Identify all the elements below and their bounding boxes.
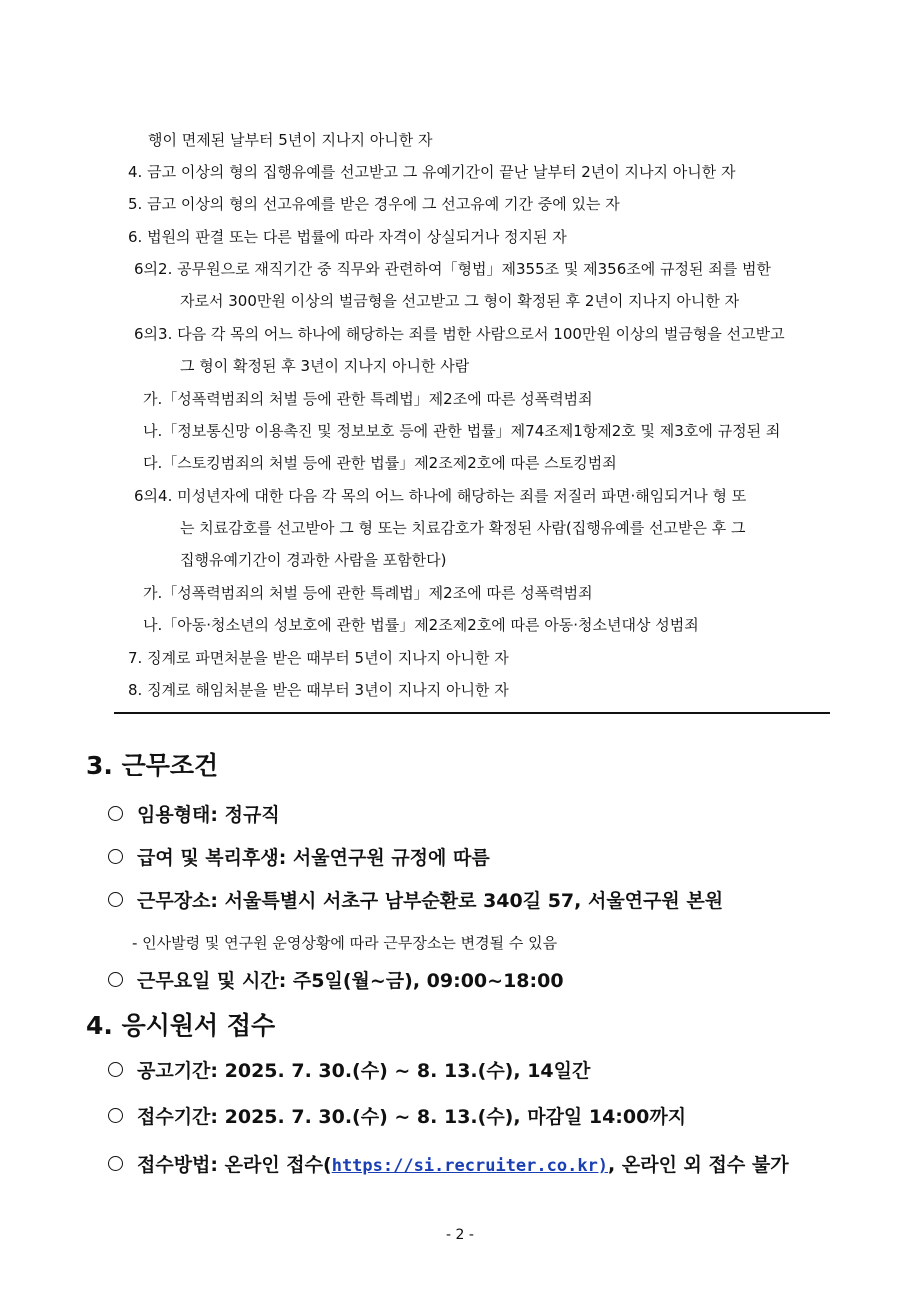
page-number: - 2 - xyxy=(446,1227,474,1243)
employment-type-text: 임용형태: 정규직 xyxy=(137,804,280,826)
method-prefix: 접수방법: 온라인 접수( xyxy=(137,1154,332,1176)
list-line: 행이 면제된 날부터 5년이 지나지 아니한 자 xyxy=(148,131,433,149)
bullet-circle-icon xyxy=(108,892,123,907)
method-suffix: , 온라인 외 접수 불가 xyxy=(608,1154,789,1176)
location-text: 근무장소: 서울특별시 서초구 남부순환로 340길 57, 서울연구원 본원 xyxy=(137,890,724,912)
bullet-circle-icon xyxy=(108,1156,123,1171)
receipt-period-item xyxy=(108,1104,686,1130)
list-line: 가.「성폭력범죄의 처벌 등에 관한 특례법」제2조에 따른 성폭력범죄 xyxy=(143,584,593,602)
list-line: 6의2. 공무원으로 재직기간 중 직무와 관련하여「형법」제355조 및 제356조에 규정된 죄를 범한 xyxy=(134,260,771,278)
bullet-circle-icon xyxy=(108,1108,123,1123)
section-divider xyxy=(114,712,830,714)
list-line: 7. 징계로 파면처분을 받은 때부터 5년이 지나지 아니한 자 xyxy=(128,649,509,667)
method-item xyxy=(108,1152,789,1179)
bullet-circle-icon xyxy=(108,972,123,987)
salary-text: 급여 및 복리후생: 서울연구원 규정에 따름 xyxy=(137,847,490,869)
list-line: 6. 법원의 판결 또는 다른 법률에 따라 자격이 상실되거나 정지된 자 xyxy=(128,228,567,246)
bullet-circle-icon xyxy=(108,1062,123,1077)
list-line: 다.「스토킹범죄의 처벌 등에 관한 법률」제2조제2호에 따른 스토킹범죄 xyxy=(143,454,617,472)
notice-period-item xyxy=(108,1058,590,1084)
list-line: 가.「성폭력범죄의 처벌 등에 관한 특례법」제2조에 따른 성폭력범죄 xyxy=(143,390,593,408)
location-item xyxy=(108,888,723,914)
list-line: 그 형이 확정된 후 3년이 지나지 아니한 사람 xyxy=(180,357,470,375)
receipt-period-text: 접수기간: 2025. 7. 30.(수) ~ 8. 13.(수), 마감일 14:00까지 xyxy=(137,1106,687,1128)
recruiter-link[interactable]: https://si.recruiter.co.kr) xyxy=(331,1156,609,1176)
list-line: 집행유예기간이 경과한 사람을 포함한다) xyxy=(180,551,447,569)
list-line: 6의4. 미성년자에 대한 다음 각 목의 어느 하나에 해당하는 죄를 저질러 파면·해임되거나 형 또 xyxy=(134,487,747,505)
bullet-circle-icon xyxy=(108,849,123,864)
section-4-title: 4. 응시원서 접수 xyxy=(86,1011,276,1040)
list-line: 4. 금고 이상의 형의 집행유예를 선고받고 그 유예기간이 끝난 날부터 2년이 지나지 아니한 자 xyxy=(128,163,736,181)
notice-period-text: 공고기간: 2025. 7. 30.(수) ~ 8. 13.(수), 14일간 xyxy=(137,1060,591,1082)
list-line: 8. 징계로 해임처분을 받은 때부터 3년이 지나지 아니한 자 xyxy=(128,681,509,699)
hours-text: 근무요일 및 시간: 주5일(월~금), 09:00~18:00 xyxy=(137,970,564,992)
list-line: 나.「아동·청소년의 성보호에 관한 법률」제2조제2호에 따른 아동·청소년대상 성범죄 xyxy=(143,616,699,634)
employment-type-item xyxy=(108,802,280,828)
salary-item xyxy=(108,845,490,871)
section-3-title: 3. 근무조건 xyxy=(86,751,219,780)
list-line: 자로서 300만원 이상의 벌금형을 선고받고 그 형이 확정된 후 2년이 지나지 아니한 자 xyxy=(180,292,740,310)
location-note: - 인사발령 및 연구원 운영상황에 따라 근무장소는 변경될 수 있음 xyxy=(132,934,558,952)
list-line: 는 치료감호를 선고받아 그 형 또는 치료감호가 확정된 사람(집행유예를 선고받은 후 그 xyxy=(180,519,746,537)
hours-item xyxy=(108,968,564,994)
list-line: 6의3. 다음 각 목의 어느 하나에 해당하는 죄를 범한 사람으로서 100만원 이상의 벌금형을 선고받고 xyxy=(134,325,785,343)
list-line: 나.「정보통신망 이용촉진 및 정보보호 등에 관한 법률」제74조제1항제2호 및 제3호에 규정된 죄 xyxy=(143,422,781,440)
list-line: 5. 금고 이상의 형의 선고유예를 받은 경우에 그 선고유예 기간 중에 있는 자 xyxy=(128,195,620,213)
bullet-circle-icon xyxy=(108,806,123,821)
